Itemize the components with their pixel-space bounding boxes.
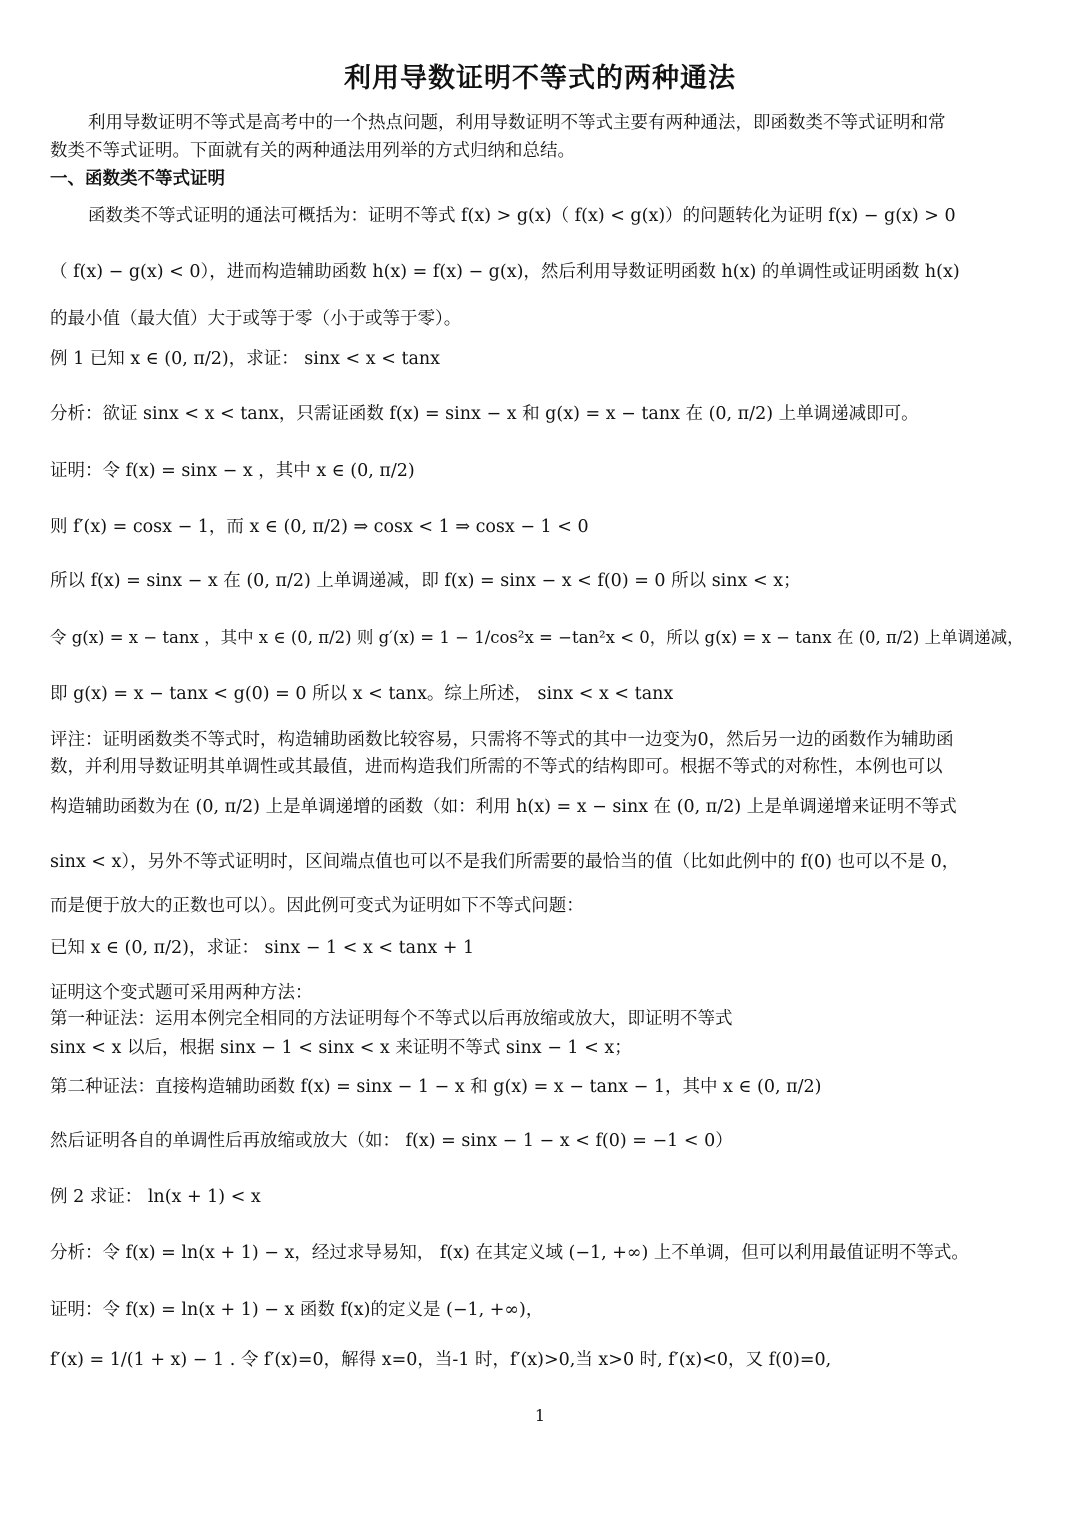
- text-line: 则 f′(x) = cosx − 1，而 x ∈ (0, π/2) ⇒ cosx < 1 ⇒ cosx − 1 < 0: [50, 517, 589, 537]
- example-heading: 例 2 求证： ln(x + 1) < x: [50, 1187, 261, 1207]
- text-line: f′(x) = 1/(1 + x) − 1 . 令 f′(x)=0，解得 x=0，当-1 时，f′(x)>0,当 x>0 时, f′(x)<0，又 f(0)=0,: [50, 1350, 832, 1370]
- text-line: 数类不等式证明。下面就有关的两种通法用列举的方式归纳和总结。: [50, 141, 575, 161]
- text-line: 即 g(x) = x − tanx < g(0) = 0 所以 x < tanx。综上所述， sinx < x < tanx: [50, 684, 674, 704]
- text-line: 令 g(x) = x − tanx ，其中 x ∈ (0, π/2) 则 g′(x) = 1 − 1/cos²x = −tan²x < 0，所以 g(x) = x − tanx 在 (0, π/2) 上单调递减，: [50, 628, 1024, 647]
- text-line: （ f(x) − g(x) < 0），进而构造辅助函数 h(x) = f(x) − g(x)，然后利用导数证明函数 h(x) 的单调性或证明函数 h(x): [50, 262, 960, 282]
- text-line: 然后证明各自的单调性后再放缩或放大（如： f(x) = sinx − 1 − x < f(0) = −1 < 0）: [50, 1131, 733, 1151]
- text-line: 而是便于放大的正数也可以）。因此例可变式为证明如下不等式问题：: [50, 896, 584, 916]
- document-title: 利用导数证明不等式的两种通法: [344, 63, 736, 94]
- example-heading: 例 1 已知 x ∈ (0, π/2)，求证： sinx < x < tanx: [50, 349, 441, 369]
- text-line: 分析：令 f(x) = ln(x + 1) − x，经过求导易知， f(x) 在其定义域 (−1, +∞) 上不单调，但可以利用最值证明不等式。: [50, 1243, 969, 1263]
- text-line: 证明这个变式题可采用两种方法：: [50, 983, 313, 1003]
- text-line: 证明：令 f(x) = sinx − x ，其中 x ∈ (0, π/2): [50, 461, 415, 481]
- text-line: 第一种证法：运用本例完全相同的方法证明每个不等式以后再放缩或放大，即证明不等式: [50, 1009, 733, 1029]
- text-line: 所以 f(x) = sinx − x 在 (0, π/2) 上单调递减，即 f(x) = sinx − x < f(0) = 0 所以 sinx < x；: [50, 571, 801, 591]
- text-line: 的最小值（最大值）大于或等于零（小于或等于零）。: [50, 309, 462, 329]
- text-line: sinx < x 以后，根据 sinx − 1 < sinx < x 来证明不等式 sinx − 1 < x；: [50, 1038, 632, 1058]
- text-line: 分析：欲证 sinx < x < tanx，只需证函数 f(x) = sinx − x 和 g(x) = x − tanx 在 (0, π/2) 上单调递减即可。: [50, 404, 919, 424]
- section-heading: 一、函数类不等式证明: [50, 169, 225, 189]
- text-line: 第二种证法：直接构造辅助函数 f(x) = sinx − 1 − x 和 g(x) = x − tanx − 1，其中 x ∈ (0, π/2): [50, 1077, 822, 1097]
- text-line: 函数类不等式证明的通法可概括为：证明不等式 f(x) > g(x)（ f(x) < g(x)）的问题转化为证明 f(x) − g(x) > 0: [88, 206, 956, 226]
- text-line: 已知 x ∈ (0, π/2)，求证： sinx − 1 < x < tanx + 1: [50, 938, 475, 958]
- text-line: 评注：证明函数类不等式时，构造辅助函数比较容易，只需将不等式的其中一边变为0，然后另一边的函数作为辅助函: [50, 730, 954, 750]
- text-line: sinx < x），另外不等式证明时，区间端点值也可以不是我们所需要的最恰当的值（比如此例中的 f(0) 也可以不是 0，: [50, 852, 960, 872]
- text-line: 利用导数证明不等式是高考中的一个热点问题，利用导数证明不等式主要有两种通法，即函数类不等式证明和常: [88, 113, 946, 133]
- page-number: 1: [534, 1406, 546, 1425]
- text-line: 构造辅助函数为在 (0, π/2) 上是单调递增的函数（如：利用 h(x) = x − sinx 在 (0, π/2) 上是单调递增来证明不等式: [50, 797, 957, 817]
- text-line: 数，并利用导数证明其单调性或其最值，进而构造我们所需的不等式的结构即可。根据不等式的对称性，本例也可以: [50, 757, 943, 777]
- text-line: 证明：令 f(x) = ln(x + 1) − x 函数 f(x)的定义是 (−1, +∞)，: [50, 1300, 544, 1320]
